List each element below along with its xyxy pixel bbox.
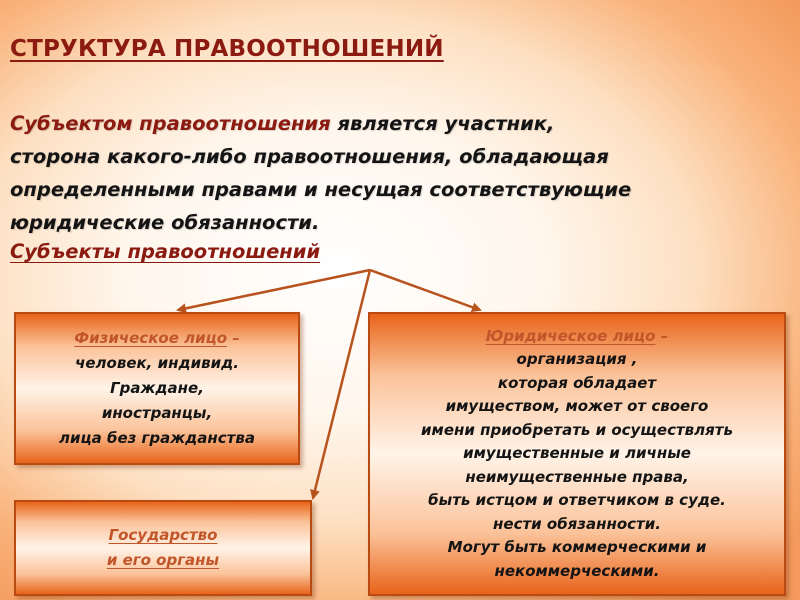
definition-line-2: сторона какого-либо правоотношения, обладающая [10,145,609,168]
legal-person-line: имуществом, может от своего [445,397,709,416]
legal-person-line: имени приобретать и осуществлять [421,420,733,439]
state-heading-line: и его органы [106,551,220,569]
legal-person-line: которая обладает [497,373,657,392]
arrow-to-physical-person [178,270,370,310]
definition-term: Субъектом правоотношения [10,112,331,135]
legal-person-line: неимущественные права, [465,467,689,486]
legal-person-heading: Юридическое лицо [485,326,656,345]
legal-person-dash: – [655,326,669,345]
legal-person-line: организация , [516,350,638,369]
legal-person-line: нести обязанности. [493,514,661,533]
definition-text [10,107,780,239]
legal-person-box [368,312,786,596]
legal-person-line: имущественные и личные [463,444,691,463]
subjects-heading: Субъекты правоотношений [10,240,321,263]
legal-person-line: Могут быть коммерческими и [447,538,707,557]
physical-person-line: лица без гражданства [59,429,255,447]
definition-line-4: юридические обязанности. [10,211,320,234]
state-box [14,500,312,596]
physical-person-heading: Физическое лицо [74,329,228,347]
legal-person-line: некоммерческими. [494,561,660,580]
physical-person-dash: – [227,329,240,347]
page-title: СТРУКТУРА ПРАВООТНОШЕНИЙ [10,36,444,62]
definition-line-3: определенными правами и несущая соответствующие [10,178,632,201]
legal-person-line: быть истцом и ответчиком в суде. [428,491,726,510]
arrow-to-legal-person [370,270,480,310]
physical-person-box [14,312,300,465]
definition-line-1: является участник, [330,112,555,135]
arrow-to-state [313,270,370,498]
state-heading-line: Государство [108,526,218,544]
physical-person-line: человек, индивид. [75,354,239,372]
physical-person-line: иностранцы, [101,404,213,422]
physical-person-line: Граждане, [110,379,204,397]
